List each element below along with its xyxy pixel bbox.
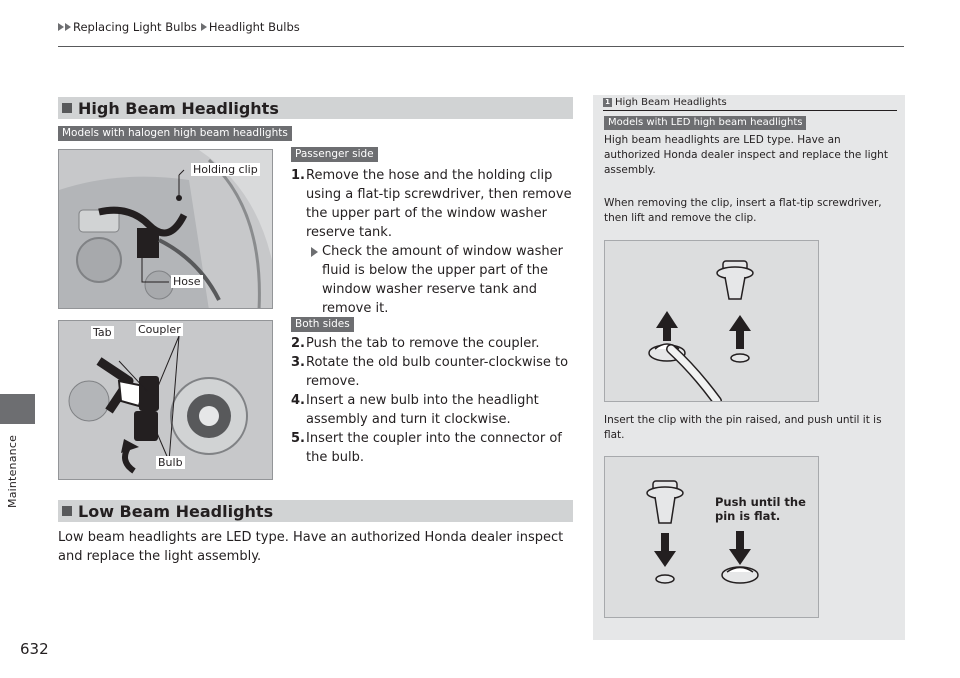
clip-install-illustration — [605, 457, 818, 617]
step-item: 2. Push the tab to remove the coupler. — [291, 336, 540, 351]
label-coupler: Coupler — [138, 323, 181, 336]
label-holding-clip: Holding clip — [193, 163, 258, 176]
section-square-icon — [62, 103, 72, 113]
note-para-remove-clip: When removing the clip, insert a flat-tip screwdriver, then lift and remove the clip. — [604, 197, 882, 224]
label-tab: Tab — [93, 326, 112, 339]
step-item: 4. Insert a new bulb into the headlight assembly and turn it clockwise. — [291, 393, 539, 427]
step-item: 1. Remove the hose and the holding clip using a flat-tip screwdriver, then remove the upper part of the window washer reserve tank. — [291, 168, 572, 240]
label-hose: Hose — [173, 275, 201, 288]
note-para-led: High beam headlights are LED type. Have an authorized Honda dealer inspect and replace the light assembly. — [604, 134, 888, 176]
step-list-passenger — [291, 166, 575, 318]
low-beam-heading: Low Beam Headlights — [58, 500, 573, 522]
both-sides-tag: Both sides — [291, 317, 354, 332]
breadcrumb-current: Headlight Bulbs — [208, 20, 300, 34]
figure-clip-removal — [604, 240, 819, 402]
label-bulb: Bulb — [158, 456, 183, 469]
breadcrumb — [58, 20, 300, 34]
halogen-model-tag: Models with halogen high beam headlights — [58, 126, 292, 141]
note-panel — [593, 95, 905, 640]
breadcrumb-arrow-icon — [58, 23, 64, 31]
sub-arrow-icon — [306, 242, 322, 318]
step-item: 5. Insert the coupler into the connector of the bulb. — [291, 431, 562, 465]
header-rule — [58, 46, 904, 47]
breadcrumb-parent[interactable]: Replacing Light Bulbs — [73, 20, 197, 34]
breadcrumb-arrow-icon — [201, 23, 207, 31]
low-beam-text: Low beam headlights are LED type. Have an authorized Honda dealer inspect and replace the light assembly. — [58, 530, 564, 564]
chapter-side-label: Maintenance — [6, 434, 19, 508]
clip-removal-illustration — [605, 241, 818, 401]
step-sub-note: Check the amount of window washer fluid is below the upper part of the window washer reserve tank and remove it. — [306, 242, 575, 318]
note-marker-icon: 1 — [603, 98, 612, 107]
label-push-until-flat: Push until the pin is flat. — [715, 495, 806, 523]
note-rule — [603, 110, 897, 111]
led-model-tag: Models with LED high beam headlights — [604, 116, 806, 130]
page-number: 632 — [20, 640, 49, 658]
step-list-both — [291, 334, 575, 467]
chapter-tab-marker — [0, 394, 35, 424]
note-para-insert-clip: Insert the clip with the pin raised, and push until it is flat. — [604, 414, 882, 441]
high-beam-heading: High Beam Headlights — [58, 97, 573, 119]
passenger-side-tag: Passenger side — [291, 147, 378, 162]
figure-bulb-coupler — [58, 320, 273, 480]
figure-clip-install — [604, 456, 819, 618]
figure-hose-clip — [58, 149, 273, 309]
section-square-icon — [62, 506, 72, 516]
step-item: 3. Rotate the old bulb counter-clockwise to remove. — [291, 355, 569, 389]
breadcrumb-arrow-icon — [65, 23, 71, 31]
note-heading: 1 High Beam Headlights — [603, 97, 727, 108]
